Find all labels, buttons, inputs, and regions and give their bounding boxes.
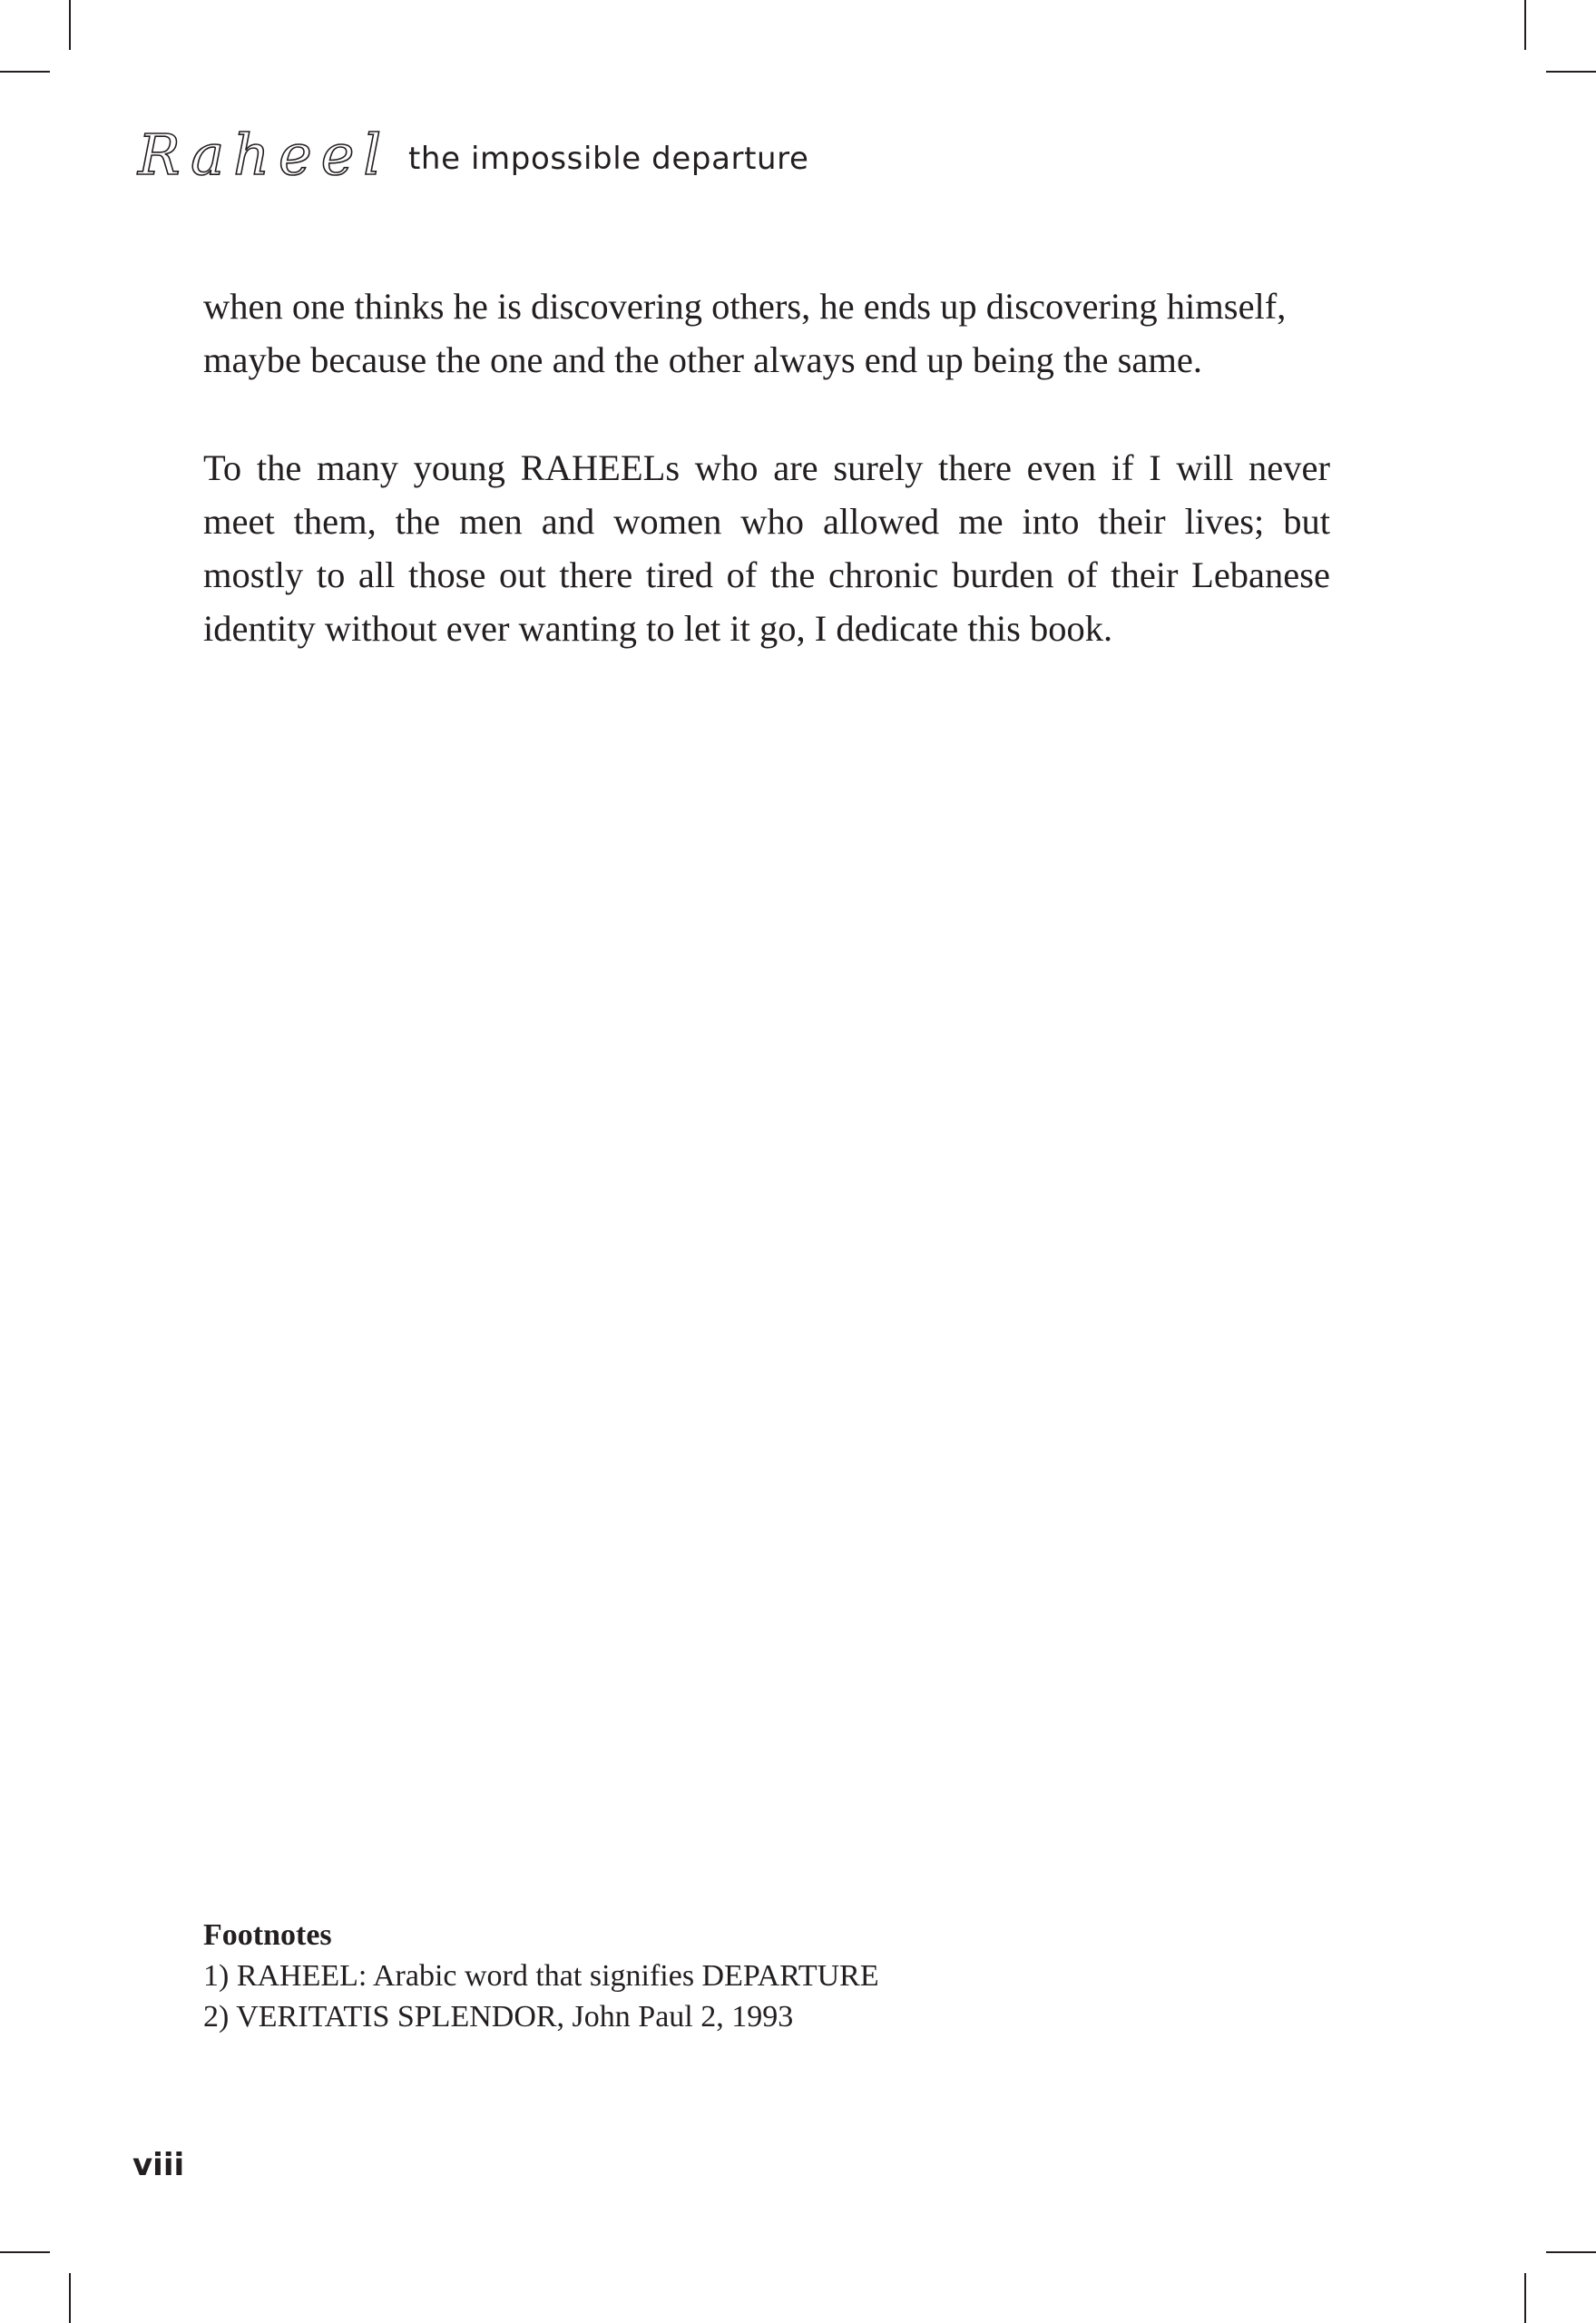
crop-mark-top-left-vertical (69, 0, 71, 50)
dedication-line: To the many young RAHEELs who are surely there even if I will never (203, 447, 1330, 488)
dedication-line: mostly to all those out there tired of the chronic burden of their Lebanese (203, 554, 1330, 595)
dedication-line: meet them, the men and women who allowed me into their lives; but (203, 501, 1330, 542)
page-number: viii (132, 2147, 185, 2183)
crop-mark-top-right-vertical (1524, 0, 1526, 50)
raheel-script-logo (136, 125, 392, 189)
crop-mark-top-left-horizontal (0, 71, 50, 73)
paragraph-1 (203, 279, 1330, 387)
crop-mark-bottom-right-vertical (1524, 2273, 1526, 2323)
raheel-logo-text: Raheel (138, 125, 391, 188)
footnote-item: 2) VERITATIS SPLENDOR, John Paul 2, 1993 (203, 2000, 794, 2034)
crop-mark-bottom-right-horizontal (1546, 2251, 1596, 2253)
dedication-line: identity without ever wanting to let it go, I dedicate this book. (203, 608, 1113, 649)
footnotes-title: Footnotes (203, 1918, 332, 1952)
footnote-item: 1) RAHEEL: Arabic word that signifies DEPARTURE (203, 1959, 879, 1993)
crop-mark-bottom-left-horizontal (0, 2251, 50, 2253)
book-subtitle: the impossible departure (408, 141, 809, 177)
paragraph-1-line: maybe because the one and the other always end up being the same. (203, 339, 1202, 380)
running-head (136, 125, 809, 189)
footnotes (203, 1915, 879, 2037)
paragraph-1-line: when one thinks he is discovering others, he ends up discovering himself, (203, 286, 1287, 327)
crop-mark-bottom-left-vertical (69, 2273, 71, 2323)
crop-mark-top-right-horizontal (1546, 71, 1596, 73)
dedication-paragraph (203, 441, 1330, 655)
